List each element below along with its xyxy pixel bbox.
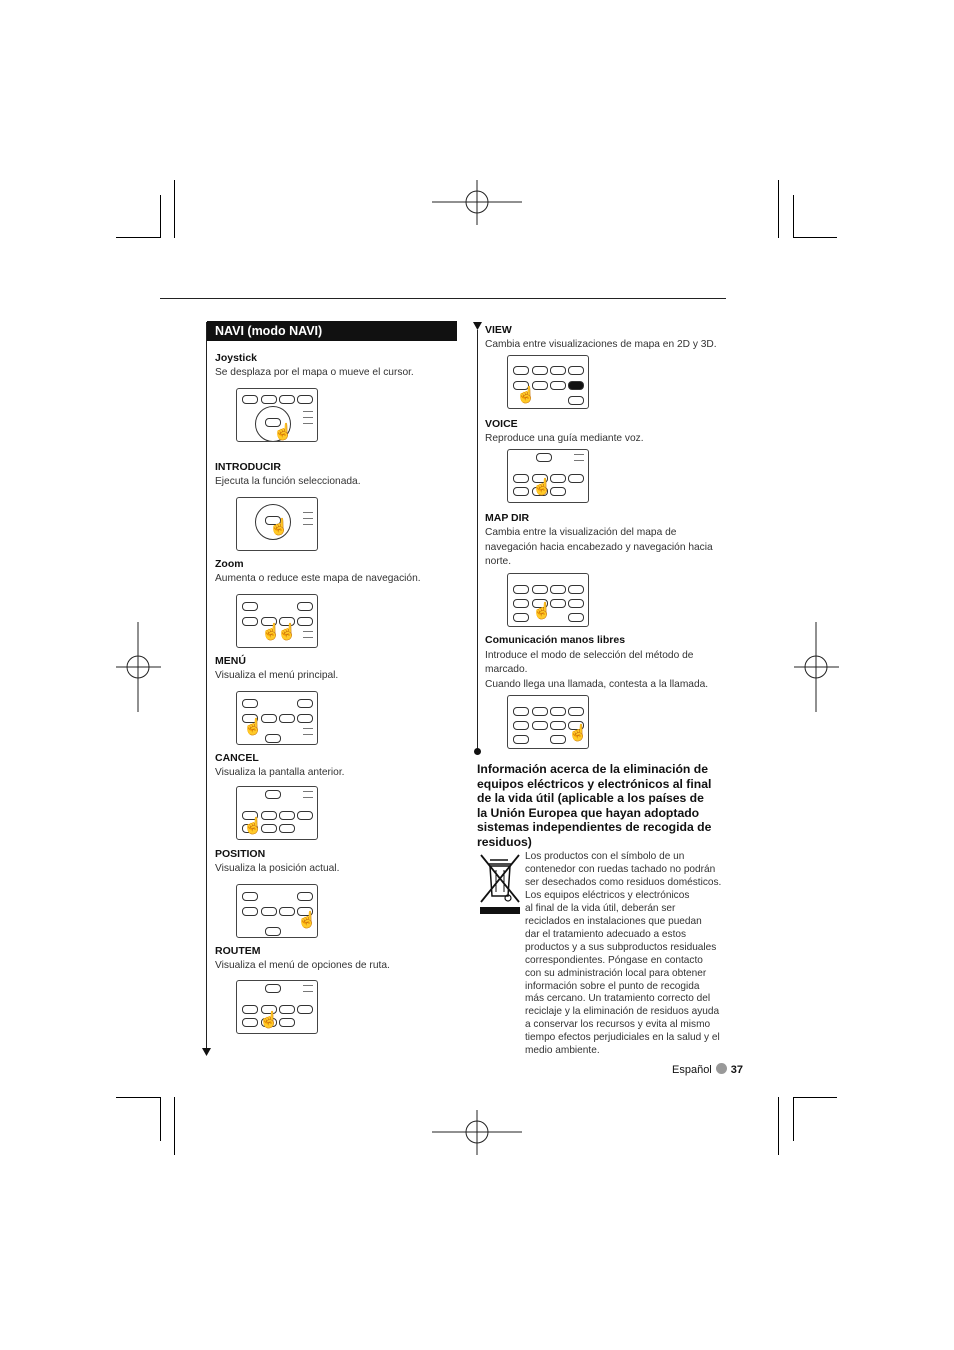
voice-text: Reproduce una guía mediante voz.	[485, 433, 644, 444]
section-title: NAVI (modo NAVI)	[207, 321, 457, 341]
header-rule	[160, 298, 726, 299]
crop-mark	[160, 195, 161, 238]
crossed-out-wheelie-bin-icon	[478, 852, 522, 916]
crop-mark	[793, 195, 794, 238]
crop-mark	[793, 237, 837, 238]
remote-menu-illustration: ☝	[236, 691, 318, 745]
registration-target-icon	[432, 180, 522, 225]
footer-language: Español	[672, 1064, 712, 1076]
registration-target-icon	[432, 1110, 522, 1155]
remote-hands-free-illustration: ☝	[507, 695, 589, 749]
arrow-down-icon	[473, 322, 482, 330]
crop-mark	[778, 180, 779, 238]
right-column-line	[477, 330, 478, 750]
crop-mark	[116, 1097, 160, 1098]
registration-target-icon	[116, 622, 161, 712]
remote-view-illustration: ☝	[507, 355, 589, 409]
map-dir-text-line-3: norte.	[485, 556, 512, 567]
remote-cancel-illustration: ☝	[236, 786, 318, 840]
crop-mark	[174, 1097, 175, 1155]
crop-mark	[160, 1097, 161, 1141]
cancel-text: Visualiza la pantalla anterior.	[215, 767, 345, 778]
zoom-text: Aumenta o reduce este mapa de navegación.	[215, 573, 421, 584]
page-number: 37	[730, 1064, 744, 1076]
hands-free-heading: Comunicación manos libres	[485, 634, 626, 646]
remote-joystick-illustration: ☝	[236, 388, 318, 442]
left-column-line	[206, 322, 207, 1050]
map-dir-text-line-2: navegación hacia encabezado y navegación hacia	[485, 542, 713, 553]
introducir-text: Ejecuta la función seleccionada.	[215, 476, 361, 487]
footer-dot-icon	[716, 1063, 727, 1074]
remote-enter-illustration: ☝	[236, 497, 318, 551]
position-text: Visualiza la posición actual.	[215, 863, 340, 874]
view-heading: VIEW	[485, 324, 512, 336]
remote-position-illustration: ☝	[236, 884, 318, 938]
voice-heading: VOICE	[485, 418, 518, 430]
menu-text: Visualiza el menú principal.	[215, 670, 339, 681]
arrow-down-icon	[202, 1048, 211, 1056]
view-text: Cambia entre visualizaciones de mapa en 2D y 3D.	[485, 339, 717, 350]
joystick-heading: Joystick	[215, 352, 258, 364]
map-dir-heading: MAP DIR	[485, 512, 530, 524]
crop-mark	[174, 180, 175, 238]
crop-mark	[793, 1097, 837, 1098]
cancel-heading: CANCEL	[215, 752, 259, 764]
position-heading: POSITION	[215, 848, 266, 860]
hands-free-text-line-1: Introduce el modo de selección del método de	[485, 650, 694, 661]
remote-map-dir-illustration: ☝	[507, 573, 589, 627]
weee-body-text: Los productos con el símbolo de un contenedor con ruedas tachado no podrán ser desechados como residuos domésticos. Los equipos eléctricos y electrónicos al final de la vida útil, deberán ser reciclados en instalaciones que puedan dar el tratamiento adecuado a estos productos y a sus subproductos residuales correspondientes. Póngase en contacto con su administración local para obtener información sobre el punto de recogida más cercano. Un tratamiento correcto del reciclaje y la eliminación de residuos ayuda a conservar los recursos y evita al mismo tiempo efectos perjudiciales en la salud y el medio ambiente.	[525, 851, 722, 1057]
crop-mark	[778, 1097, 779, 1155]
crop-mark	[116, 237, 160, 238]
remote-routem-illustration: ☝	[236, 980, 318, 1034]
page-footer	[672, 1063, 743, 1076]
remote-voice-illustration: ☝	[507, 449, 589, 503]
hands-free-text-line-2: marcado.	[485, 664, 528, 675]
crop-mark	[793, 1097, 794, 1141]
remote-zoom-illustration: ☝ ☝	[236, 594, 318, 648]
routem-text: Visualiza el menú de opciones de ruta.	[215, 960, 390, 971]
introducir-heading: INTRODUCIR	[215, 461, 281, 473]
joystick-text: Se desplaza por el mapa o mueve el cursor.	[215, 367, 414, 378]
menu-heading: MENÚ	[215, 655, 246, 667]
hands-free-text-line-3: Cuando llega una llamada, contesta a la llamada.	[485, 679, 709, 690]
weee-heading: Información acerca de la eliminación de equipos eléctricos y electrónicos al final de la vida útil (aplicable a los países de la Unión Europea que hayan adoptado sistemas independientes de recogida de residuos)	[477, 762, 712, 849]
end-dot	[474, 748, 481, 755]
zoom-heading: Zoom	[215, 558, 244, 570]
routem-heading: ROUTEM	[215, 945, 261, 957]
registration-target-icon	[794, 622, 839, 712]
map-dir-text-line-1: Cambia entre la visualización del mapa de	[485, 527, 677, 538]
